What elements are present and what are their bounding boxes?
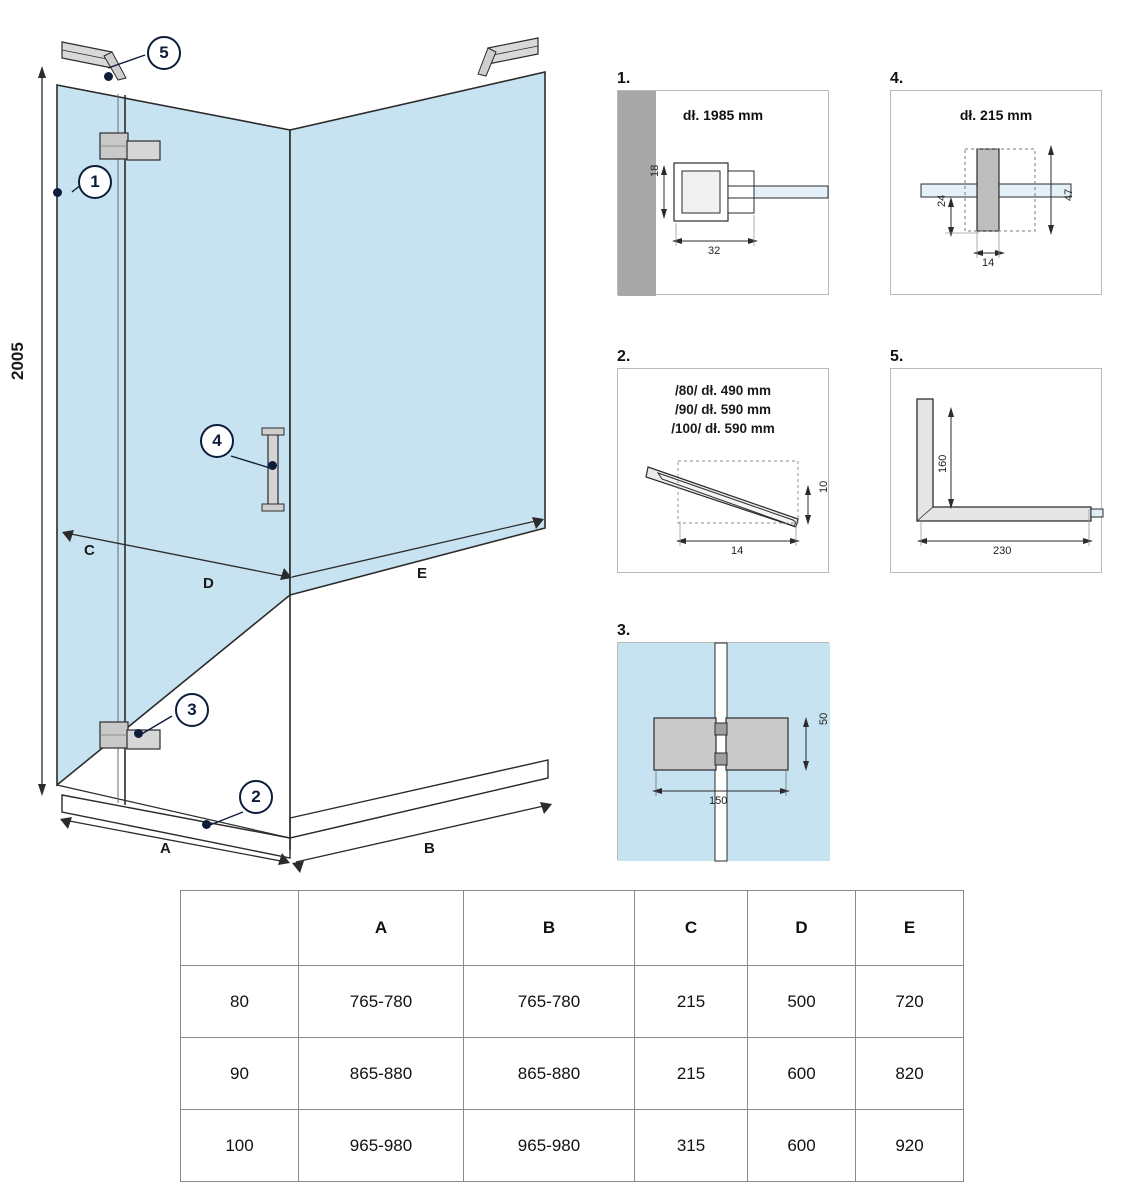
detail-2-dim-10: 10 xyxy=(818,480,830,493)
detail-3-svg xyxy=(618,643,830,861)
callout-2: 2 xyxy=(239,780,273,814)
row-80-b: 765-780 xyxy=(464,966,635,1038)
detail-1-title: dł. 1985 mm xyxy=(682,107,764,123)
detail-4-title: dł. 215 mm xyxy=(959,107,1033,123)
table-row xyxy=(181,1038,964,1110)
row-90-c: 215 xyxy=(635,1038,748,1110)
table-header-c: C xyxy=(635,891,748,966)
table-header-a: A xyxy=(299,891,464,966)
callout-1: 1 xyxy=(78,165,112,199)
label-d: D xyxy=(203,575,214,592)
anchor-dot-3 xyxy=(134,729,143,738)
row-90-d: 600 xyxy=(748,1038,856,1110)
row-100-b: 965-980 xyxy=(464,1110,635,1182)
row-90-b: 865-880 xyxy=(464,1038,635,1110)
row-90-a: 865-880 xyxy=(299,1038,464,1110)
detail-1-dim-18: 18 xyxy=(649,164,661,177)
detail-5-box xyxy=(890,368,1102,573)
row-size-80: 80 xyxy=(181,966,299,1038)
callout-5: 5 xyxy=(147,36,181,70)
detail-5-dim-160: 160 xyxy=(937,454,949,473)
detail-1-svg xyxy=(618,91,830,296)
detail-2-number: 2. xyxy=(617,348,631,365)
base-profile-right xyxy=(290,760,548,838)
table-row xyxy=(181,1110,964,1182)
anchor-dot-2 xyxy=(202,820,211,829)
dimension-height xyxy=(38,66,46,796)
callout-4: 4 xyxy=(200,424,234,458)
detail-2-dim-14: 14 xyxy=(731,545,744,557)
row-80-a: 765-780 xyxy=(299,966,464,1038)
detail-5-number: 5. xyxy=(890,348,904,365)
detail-3-box xyxy=(617,642,829,860)
detail-1-number: 1. xyxy=(617,70,631,87)
detail-4-dim-47: 47 xyxy=(1063,188,1075,201)
detail-4-dim-14: 14 xyxy=(982,257,995,269)
detail-4-box xyxy=(890,90,1102,295)
detail-2-title-line-1: /80/ dł. 490 mm xyxy=(674,383,772,398)
main-isometric-drawing xyxy=(0,0,590,880)
anchor-dot-5 xyxy=(104,72,113,81)
row-100-d: 600 xyxy=(748,1110,856,1182)
row-80-d: 500 xyxy=(748,966,856,1038)
detail-3-number: 3. xyxy=(617,622,631,639)
detail-2-title-line-2: /90/ dł. 590 mm xyxy=(674,402,772,417)
row-100-a: 965-980 xyxy=(299,1110,464,1182)
detail-4-number: 4. xyxy=(890,70,904,87)
table-header-d: D xyxy=(748,891,856,966)
row-80-c: 215 xyxy=(635,966,748,1038)
row-size-90: 90 xyxy=(181,1038,299,1110)
row-100-e: 920 xyxy=(856,1110,964,1182)
label-b: B xyxy=(424,840,435,857)
table-row xyxy=(181,966,964,1038)
row-80-e: 720 xyxy=(856,966,964,1038)
wall-hatch xyxy=(618,91,656,296)
detail-1-dim-32: 32 xyxy=(708,245,721,257)
table-header-b: B xyxy=(464,891,635,966)
label-height-2005: 2005 xyxy=(8,342,27,380)
row-100-c: 315 xyxy=(635,1110,748,1182)
main-drawing-svg xyxy=(0,0,590,880)
table-header-e: E xyxy=(856,891,964,966)
detail-2-title-line-3: /100/ dł. 590 mm xyxy=(671,421,775,436)
detail-5-dim-230: 230 xyxy=(993,545,1012,557)
table-header-blank xyxy=(181,891,299,966)
detail-2-box xyxy=(617,368,829,573)
label-e: E xyxy=(417,565,428,582)
callout-3: 3 xyxy=(175,693,209,727)
table-header-row xyxy=(181,891,964,966)
row-size-100: 100 xyxy=(181,1110,299,1182)
detail-3-dim-50: 50 xyxy=(818,712,830,725)
label-c: C xyxy=(84,542,95,559)
label-a: A xyxy=(160,840,171,857)
detail-1-box xyxy=(617,90,829,295)
detail-2-svg xyxy=(618,369,830,574)
anchor-dot-1 xyxy=(53,188,62,197)
row-90-e: 820 xyxy=(856,1038,964,1110)
detail-5-svg xyxy=(891,369,1103,574)
detail-4-dim-24: 24 xyxy=(936,194,948,207)
anchor-dot-4 xyxy=(268,461,277,470)
glass-panel-right xyxy=(290,72,545,595)
detail-3-dim-150: 150 xyxy=(709,795,728,807)
spec-table xyxy=(180,890,964,1182)
